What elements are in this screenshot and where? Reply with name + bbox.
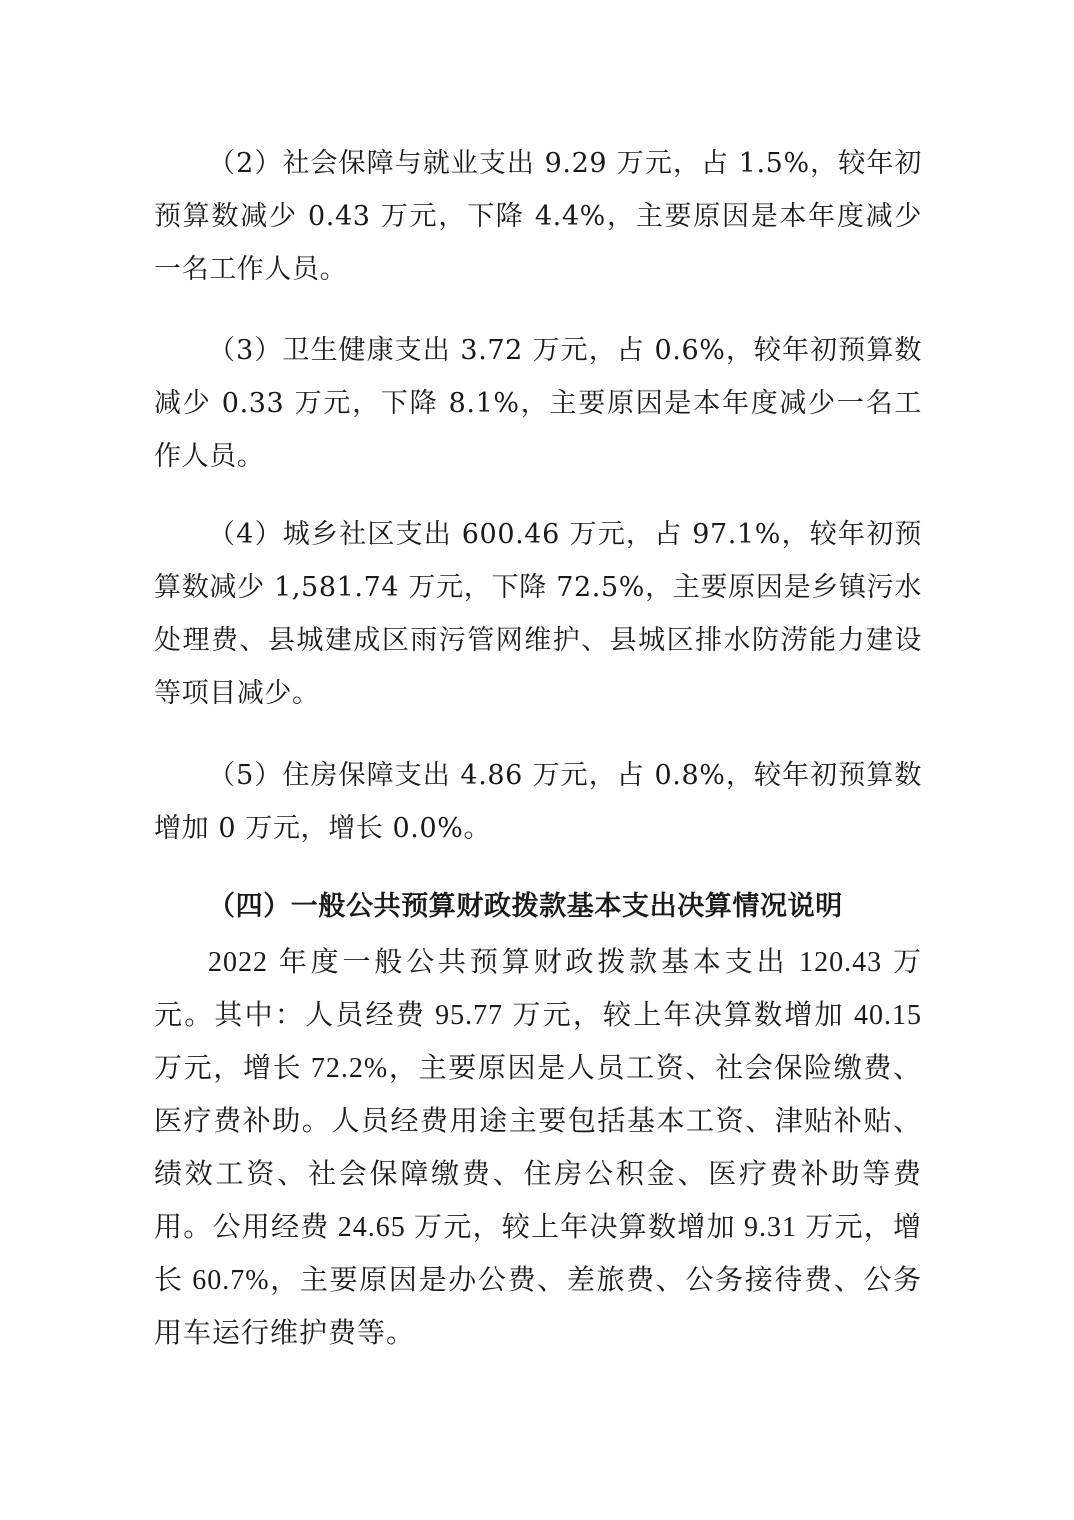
paragraph-basic-expenditure-summary: 2022 年度一般公共预算财政拨款基本支出 120.43 万元。其中：人员经费 95.77 万元，较上年决算数增加 40.15 万元，增长 72.2%，主要原因是人员工资、社会保险缴费、医疗费补助。人员经费用途主要包括基本工资、津贴补贴、绩效工资、社会保障缴费、住房公积金、医疗费补助等费用。公用经费 24.65 万元，较上年决算数增加 9.31 万元，增长 60.7%，主要原因是办公费、差旅费、公务接待费、公务用车运行维护费等。 [154,947,922,1349]
paragraph-housing: （5）住房保障支出 4.86 万元，占 0.8%，较年初预算数增加 0 万元，增长 0.0%。 [154,760,922,844]
paragraph-health: （3）卫生健康支出 3.72 万元，占 0.6%，较年初预算数减少 0.33 万元，下降 8.1%，主要原因是本年度减少一名工作人员。 [154,335,922,472]
section-heading: （四）一般公共预算财政拨款基本支出决算情况说明 [208,891,843,922]
paragraph-social-security: （2）社会保障与就业支出 9.29 万元，占 1.5%，较年初预算数减少 0.43 万元，下降 4.4%，主要原因是本年度减少一名工作人员。 [154,148,922,285]
paragraph-urban-rural-community: （4）城乡社区支出 600.46 万元，占 97.1%，较年初预算数减少 1,581.74 万元，下降 72.5%，主要原因是乡镇污水处理费、县城建成区雨污管网维护、县城区排水防涝能力建设等项目减少。 [154,519,922,709]
